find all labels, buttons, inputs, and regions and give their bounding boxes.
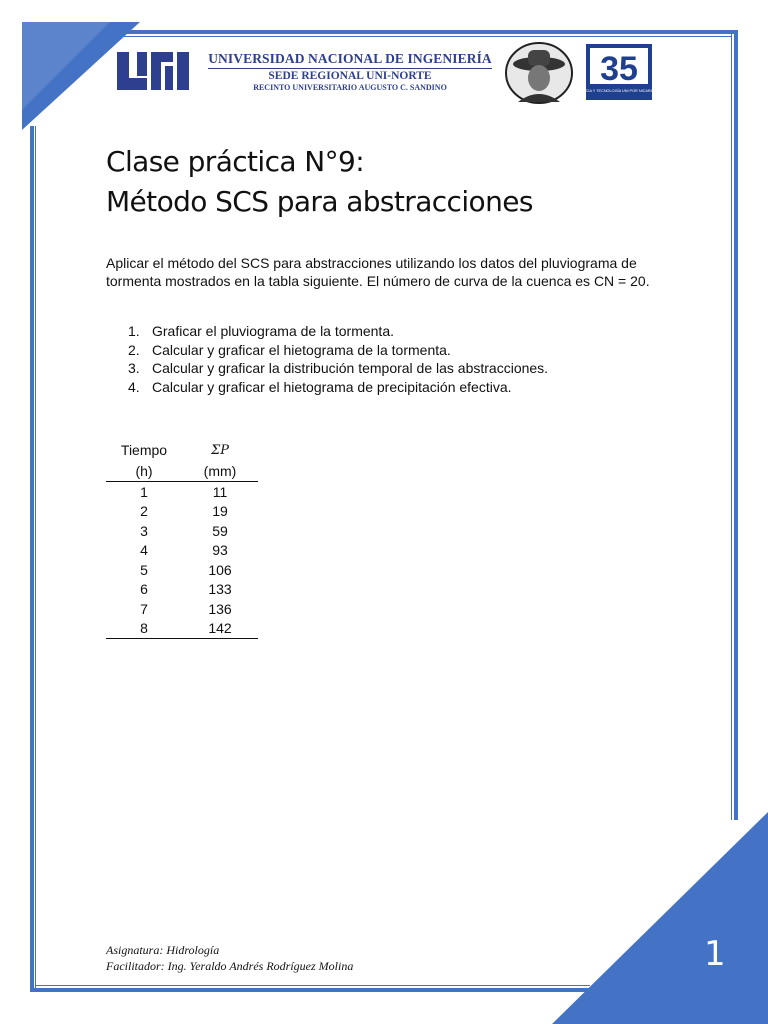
frame-left-inner bbox=[35, 126, 36, 992]
task-item: 3. Calcular y graficar la distribución temporal de las abstracciones. bbox=[128, 360, 549, 376]
title-line-1: Clase práctica N°9: bbox=[106, 145, 365, 178]
table-row: 6 133 bbox=[140, 581, 232, 598]
title-line-2: Método SCS para abstracciones bbox=[106, 185, 533, 218]
table-row: 4 93 bbox=[140, 542, 228, 559]
frame-right bbox=[734, 30, 738, 820]
sandino-portrait bbox=[504, 42, 574, 104]
page-number: 1 bbox=[704, 934, 726, 974]
col-header-cumulative-p: ΣP bbox=[211, 442, 229, 458]
frame-bottom bbox=[30, 988, 590, 992]
frame-top-inner bbox=[110, 36, 732, 37]
university-recinto: RECINTO UNIVERSITARIO AUGUSTO C. SANDINO bbox=[253, 83, 447, 92]
table-row: 2 19 bbox=[140, 503, 228, 520]
task-item: 2. Calcular y graficar el hietograma de la tormenta. bbox=[128, 341, 451, 358]
uni-logo bbox=[117, 48, 193, 94]
intro-paragraph: Aplicar el método del SCS para abstracciones utilizando los datos del pluviograma de tormenta mostrados en la tabla siguiente. El número de curva de la cuenca es CN = 20. bbox=[106, 255, 650, 289]
task-item: 1. Graficar el pluviograma de la tormenta. bbox=[128, 323, 394, 339]
footer-facilitator: Facilitador: Ing. Yeraldo Andrés Rodríguez Molina bbox=[106, 959, 354, 973]
badge-caption: CIENCIA Y TECNOLOGÍA UNI POR NICARAGUA bbox=[576, 89, 662, 93]
corner-triangle-bottom-right bbox=[552, 812, 768, 1024]
page-title bbox=[106, 142, 533, 222]
frame-right-inner bbox=[731, 34, 732, 820]
frame-left bbox=[30, 126, 34, 992]
badge-number: 35 bbox=[600, 50, 638, 88]
task-list bbox=[106, 322, 686, 396]
anniversary-35-badge bbox=[576, 44, 662, 100]
rainfall-table bbox=[106, 440, 258, 639]
col-unit-p: (mm) bbox=[182, 460, 258, 482]
university-header bbox=[200, 50, 500, 92]
table-row: 3 59 bbox=[140, 522, 228, 539]
task-item: 4. Calcular y graficar el hietograma de precipitación efectiva. bbox=[128, 378, 512, 395]
table-row: 7 136 bbox=[140, 600, 232, 617]
table-row: 8 142 bbox=[106, 619, 258, 639]
frame-bottom-inner bbox=[35, 985, 590, 986]
col-header-time: Tiempo bbox=[120, 442, 168, 458]
page-footer bbox=[106, 942, 353, 974]
university-name: UNIVERSIDAD NACIONAL DE INGENIERÍA bbox=[208, 51, 492, 69]
university-sede: SEDE REGIONAL UNI-NORTE bbox=[268, 70, 432, 82]
col-unit-time: (h) bbox=[106, 460, 182, 482]
table-row: 5 106 bbox=[140, 561, 232, 578]
table-row: 1 11 bbox=[140, 483, 228, 500]
footer-subject: Asignatura: Hidrología bbox=[106, 943, 220, 957]
frame-top bbox=[110, 30, 738, 34]
